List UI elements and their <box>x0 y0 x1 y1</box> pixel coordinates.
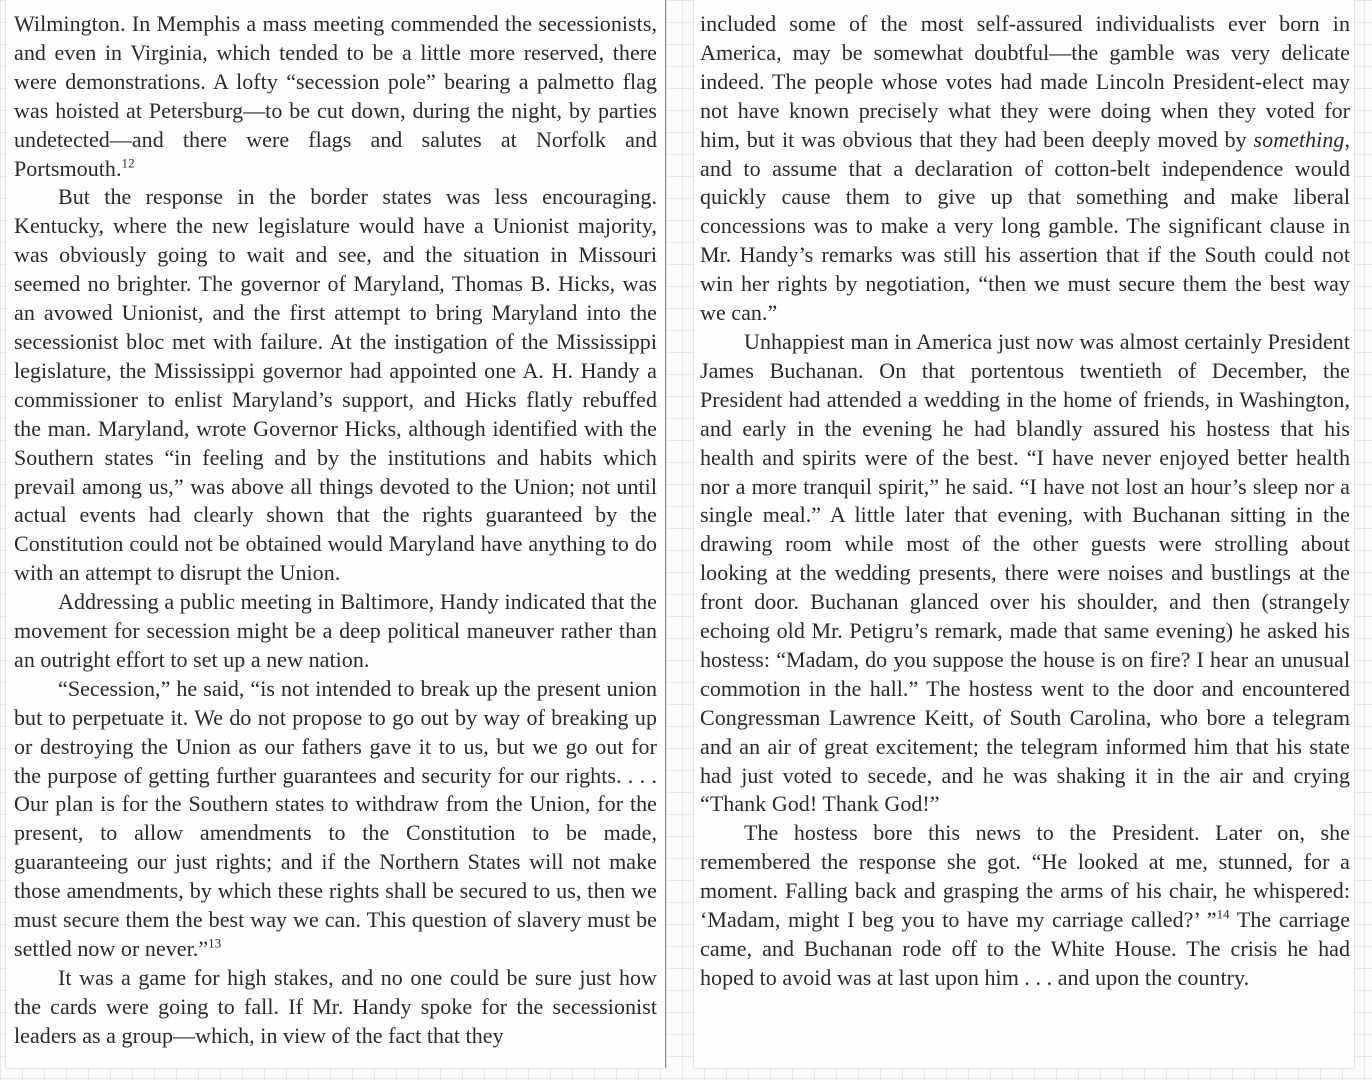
emphasized-word: something <box>1253 126 1345 152</box>
footnote-marker: 13 <box>208 935 222 951</box>
paragraph-text: The hostess bore this news to the President. Later on, she remembered the response she got. “He looked at me, stunned, for a moment. Falling back and grasping the arms of his chair, he whispered: ‘Madam, might I beg you to have my carriage called?’ ” <box>700 820 1350 933</box>
paragraph-text: The carriage came, and Buchanan rode off to the White House. The crisis he had hoped to avoid was at last upon him . . . and upon the country. <box>700 907 1351 990</box>
footnote-marker: 14 <box>1216 906 1230 922</box>
paragraph-text: It was a game for high stakes, and no one could be sure just how the cards were going to fall. If Mr. Handy spoke for the secessionist leaders as a group—which, in view of the fact that they <box>14 964 657 1048</box>
paragraph-text: included some of the most self-assured individualists ever born in America, may be somewhat doubtful—the gamble was very delicate indeed. The people whose votes had made Lincoln President-elect may not have known precisely what they were doing when they voted for him, but it was obvious that they had been deeply moved by <box>700 11 1350 152</box>
paragraph <box>14 964 657 1051</box>
paragraph-text: , and to assume that a declaration of cotton-belt independence would quickly cause them to give up that something and make liberal concessions was to make a very long gamble. The significant clause in Mr. Handy’s remarks was still his assertion that if the South could not win her rights by negotiation, “then we must secure them the best way we can.” <box>700 126 1350 326</box>
paragraph <box>700 328 1350 819</box>
paragraph <box>14 588 657 675</box>
paragraph-text: Unhappiest man in America just now was almost certainly President James Buchanan. On that portentous twentieth of December, the President had attended a wedding in the home of friends, in Washington, and early in the evening he had blandly assured his hostess that his health and spirits were of the best. “I have never enjoyed better health nor a more tranquil spirit,” he said. “I have not lost an hour’s sleep nor a single meal.” A little later that evening, with Buchanan sitting in the drawing room while most of the other guests were strolling about looking at the wedding presents, there were noises and bustlings at the front door. Buchanan glanced over his shoulder, and then (strangely echoing old Mr. Petigru’s remark, made that same evening) he asked his hostess: “Madam, do you suppose the house is on fire? I hear an unusual commotion in the hall.” The hostess went to the door and encountered Congressman Lawrence Keitt, of South Carolina, who bore a telegram and an air of great excitement; the telegram informed him that his state had just voted to secede, and he was shaking it in the air and crying “Thank God! Thank God!” <box>700 328 1350 817</box>
left-page-clipping <box>6 0 666 1068</box>
paragraph-text: But the response in the border states was less encouraging. Kentucky, where the new legislature would have a Unionist majority, was obviously going to wait and see, and the situation in Missouri seemed no brighter. The governor of Maryland, Thomas B. Hicks, was an avowed Unionist, and the first attempt to bring Maryland into the secessionist bloc met with failure. At the instigation of the Mississippi legislature, the Mississippi governor had appointed one A. H. Handy a commissioner to enlist Maryland’s support, and Hicks flatly rebuffed the man. Maryland, wrote Governor Hicks, although identified with the Southern states “in feeling and by the institutions and habits which prevail among us,” was above all things devoted to the Union; not until actual events had clearly shown that the rights guaranteed by the Constitution could not be obtained would Maryland have anything to do with an attempt to disrupt the Union. <box>14 184 657 586</box>
right-page-clipping <box>694 0 1354 1068</box>
paragraph <box>700 819 1350 992</box>
paragraph <box>14 10 657 183</box>
paragraph-text: Wilmington. In Memphis a mass meeting commended the secessionists, and even in Virginia, which tended to be a little more reserved, there were demonstrations. A lofty “secession pole” bearing a palmetto flag was hoisted at Petersburg—to be cut down, during the night, by parties undetected—and there were flags and salutes at Norfolk and Portsmouth. <box>14 11 657 181</box>
paragraph <box>14 675 657 964</box>
paragraph <box>14 183 657 588</box>
right-text-column <box>700 10 1350 993</box>
paragraph-text: “Secession,” he said, “is not intended to break up the present union but to perpetuate it. We do not propose to go out by way of breaking up or destroying the Union as our fathers gave it to us, but we go out for the purpose of getting further guarantees and security for our rights. . . . Our plan is for the Southern states to withdraw from the Union, for the present, to allow amendments to the Constitution to be made, guaranteeing our just rights; and if the Northern States will not make those amendments, by which these rights shall be secured to us, then we must secure them the best way we can. This question of slavery must be settled now or never.” <box>14 675 657 961</box>
left-text-column <box>14 10 657 1051</box>
footnote-marker: 12 <box>121 155 135 171</box>
paragraph-text: Addressing a public meeting in Baltimore, Handy indicated that the movement for secession might be a deep political maneuver rather than an outright effort to set up a new nation. <box>14 589 657 672</box>
paragraph <box>700 10 1350 328</box>
